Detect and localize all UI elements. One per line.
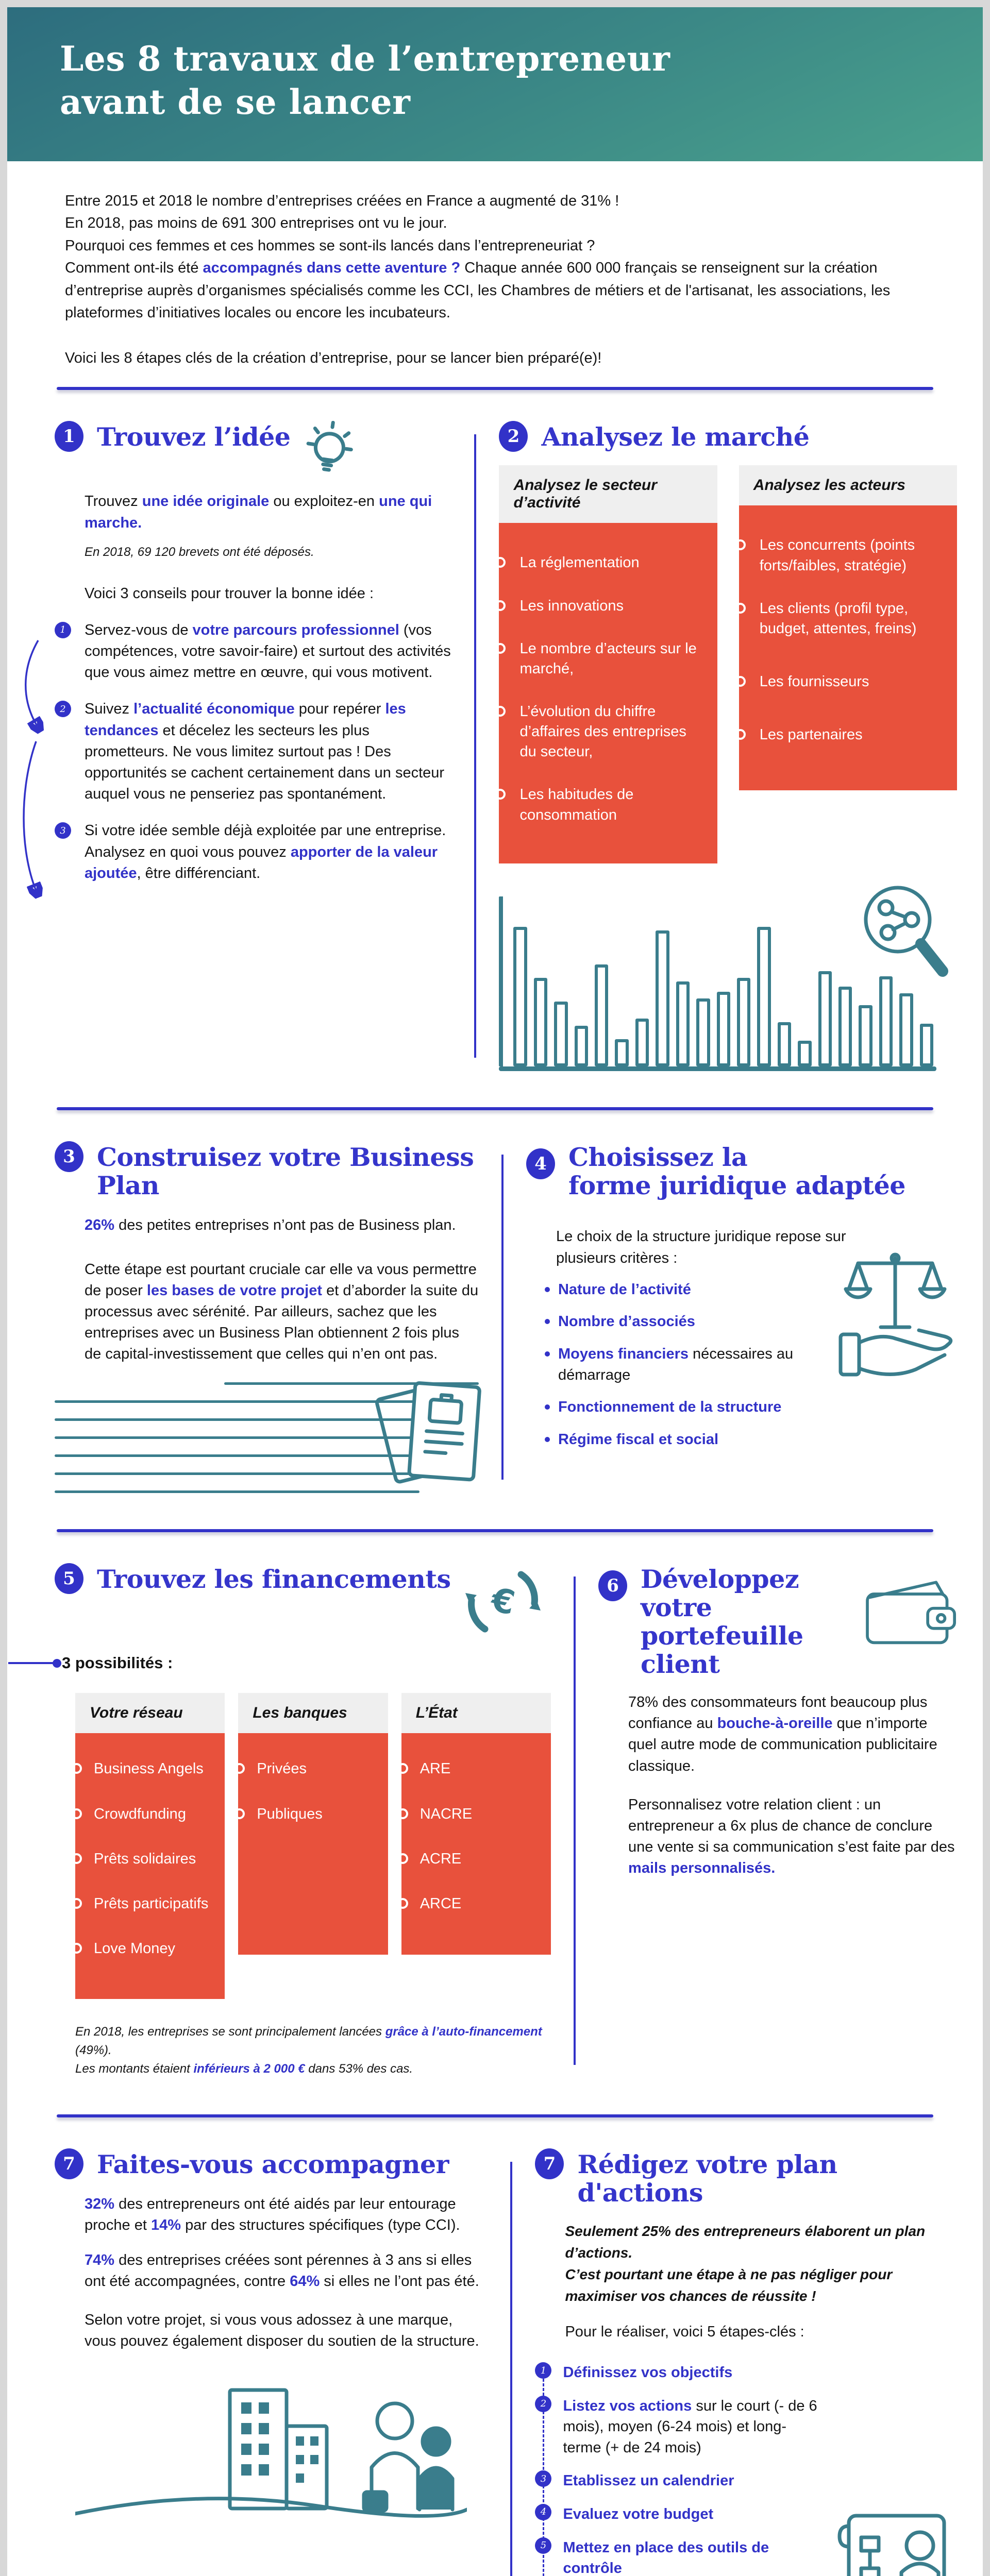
section8-title: Rédigez votre plan d'actions <box>577 2149 837 2208</box>
crit3-rest: nécessaires au démarrage <box>558 1345 794 1383</box>
header-banner <box>7 7 983 161</box>
section5-note <box>75 2023 551 2078</box>
s7-p1-b: par des structures spécifiques (type CCI). <box>181 2217 460 2234</box>
criteria-item <box>544 1397 854 1418</box>
s7-p2-hl1: 74% <box>85 2251 115 2268</box>
intro-line4-highlight: accompagnés dans cette aventure ? <box>203 260 461 277</box>
list-item: Les innovations <box>519 596 702 616</box>
table-header: Les banques <box>238 1693 388 1733</box>
section6-title <box>641 1565 844 1679</box>
section8-header <box>535 2148 957 2207</box>
s7-p1-a: des entrepreneurs ont été aidés par leur entourage proche et <box>85 2196 456 2234</box>
step-item <box>535 2470 823 2492</box>
list-item: Les habitudes de consommation <box>519 785 702 825</box>
section7-badge: 7 <box>55 2148 83 2179</box>
wallet-icon <box>861 1563 957 1661</box>
criteria-list <box>544 1279 854 1450</box>
table-item: Privées <box>257 1759 377 1779</box>
intro-line4-rest: Chaque année 600 000 français se renseignent sur la création d’entreprise auprès d’organismes spécialisés comme les CCI, les Chambres de métiers et de l'artisanat, les associations, les plateformes d’initiatives locales ou encore les incubateurs. <box>65 260 891 321</box>
intro-line4-text: Comment ont-ils été <box>65 260 203 277</box>
table-body <box>401 1733 551 1955</box>
tip2-c: et décelez les secteurs les plus prometteurs. Ne vous limitez surtout pas ! Des opportunités se cachent certainement dans un secteur auquel vous ne penseriez pas spontanément. <box>85 722 445 803</box>
tip1-badge: 1 <box>55 622 71 638</box>
spacer <box>65 325 921 347</box>
tip-item <box>60 620 451 684</box>
section-analyze-market <box>499 421 957 1071</box>
s4-title-line2: forme juridique adaptée <box>568 1170 905 1200</box>
tip2-hl1: l’actualité économique <box>133 701 295 718</box>
section5-lead: 3 possibilités : <box>62 1654 551 1672</box>
s5-note-b: (49%). <box>75 2043 112 2058</box>
s3-p-b: et d’aborder la suite du processus avec sérénité. Par ailleurs, sachez que les entreprises avec un Business Plan obtiennent 2 fois plus de capital-investissement que celles qui n’en ont pas. <box>85 1282 479 1363</box>
step2-rest: sur le court (- de 6 mois), moyen (6-24 mois) et long-terme (+ de 24 mois) <box>563 2397 817 2456</box>
row-4 <box>7 2135 983 2576</box>
tip2-badge: 2 <box>55 701 71 717</box>
financing-table-banks <box>238 1693 388 1999</box>
row-2 <box>7 1128 983 1512</box>
section1-badge: 1 <box>55 421 83 452</box>
chart-bar <box>737 978 750 1066</box>
tip1-hl1: votre parcours professionnel <box>192 621 399 638</box>
market-box-actors <box>739 465 957 863</box>
table-item: Business Angels <box>94 1759 214 1779</box>
s5-note-c: Les montants étaient <box>75 2062 194 2076</box>
chart-baseline <box>499 1066 936 1071</box>
step-item <box>535 2362 823 2383</box>
financing-tables <box>75 1693 551 1999</box>
chart-bar <box>534 978 547 1066</box>
column-separator <box>501 1155 504 1480</box>
table-item: ARCE <box>420 1894 541 1914</box>
page-title-line2: avant de se lancer <box>60 82 411 123</box>
s1-p1-b: ou exploitez-en <box>269 493 379 510</box>
section4-lead: Le choix de la structure juridique repose sur plusieurs critères : <box>556 1228 846 1266</box>
s1-p1-hl2: une qui marche. <box>85 493 432 531</box>
section3-stat <box>85 1215 479 1236</box>
table-item: Publiques <box>257 1804 377 1824</box>
crit3-hl: Moyens financiers <box>558 1345 689 1362</box>
chart-bar <box>818 971 832 1066</box>
tip-item <box>60 820 451 884</box>
s7-p2-b: si elles ne l’ont pas été. <box>320 2273 479 2290</box>
chart-bar <box>635 1019 649 1066</box>
chart-bar <box>899 993 913 1066</box>
chart-bar <box>575 1026 588 1066</box>
s7-p2-a: des entreprises créées sont pérennes à 3 ans si elles ont été accompagnées, contre <box>85 2251 472 2290</box>
section1-title: Trouvez l’idée <box>97 422 291 452</box>
column-separator <box>574 1577 576 2065</box>
market-chart <box>499 896 957 1071</box>
s5-note-d: dans 53% des cas. <box>305 2062 413 2076</box>
market-box-sector-header: Analysez le secteur d’activité <box>499 465 717 523</box>
table-body <box>75 1733 225 1999</box>
step3-hl: Etablissez un calendrier <box>563 2472 734 2489</box>
section2-header <box>499 421 957 452</box>
s5-note-hl2: inférieurs à 2 000 € <box>193 2062 305 2076</box>
tip2-b: pour repérer <box>294 701 385 718</box>
intro-line5: Voici les 8 étapes clés de la création d’entreprise, pour se lancer bien préparé(e)! <box>65 349 602 366</box>
lightbulb-icon <box>304 421 357 478</box>
s5-note-hl1: grâce à l’auto-financement <box>385 2025 542 2039</box>
step2-badge: 2 <box>535 2396 551 2412</box>
chart-bar <box>717 992 730 1066</box>
financing-table-network <box>75 1693 225 1999</box>
s1-p1-hl1: une idée originale <box>142 493 270 510</box>
section7-title: Faites-vous accompagner <box>97 2149 449 2180</box>
chart-bar <box>778 1022 791 1066</box>
s7-p1-hl2: 14% <box>150 2217 181 2234</box>
section6-paragraph2 <box>628 1794 957 1879</box>
market-box-sector-body <box>499 523 717 863</box>
chart-bar <box>595 964 608 1066</box>
section3-title: Construisez votre Business Plan <box>97 1142 474 1200</box>
section4-title <box>568 1143 905 1200</box>
section1-tips <box>55 620 451 884</box>
section-divider <box>57 1107 933 1110</box>
list-item: Les clients (profil type, budget, attentes, freins) <box>760 599 943 639</box>
s6-title-line2: portefeuille client <box>641 1621 803 1680</box>
list-item: Les partenaires <box>760 725 943 745</box>
section4-header <box>526 1141 957 1200</box>
intro-line2: En 2018, pas moins de 691 300 entreprises ont vu le jour. <box>65 215 447 232</box>
step4-hl: Evaluez votre budget <box>563 2506 714 2523</box>
s6-title-line1: Développez votre <box>641 1564 799 1623</box>
chart-bar <box>879 976 893 1066</box>
chart-bar <box>696 998 710 1066</box>
tip2-a: Suivez <box>85 701 134 718</box>
step1-hl: Définissez vos objectifs <box>563 2364 733 2381</box>
tip-item <box>60 699 451 805</box>
table-header: L’État <box>401 1693 551 1733</box>
chart-bar <box>656 930 669 1066</box>
section-find-idea <box>55 421 451 1071</box>
step3-badge: 3 <box>535 2470 551 2487</box>
section1-lead: Voici 3 conseils pour trouver la bonne idée : <box>85 585 374 602</box>
column-separator <box>510 2162 512 2576</box>
euro-cycle-icon <box>464 1563 542 1640</box>
rule-line <box>55 1490 420 1493</box>
section1-header <box>55 421 451 478</box>
s8-intro-l1: Seulement 25% des entrepreneurs élaborent un plan d’actions. <box>565 2223 926 2261</box>
s3-p-hl: les bases de votre projet <box>146 1282 323 1299</box>
control-plan-clipboard-icon <box>828 2505 957 2576</box>
section-divider <box>57 1529 933 1532</box>
row-1 <box>7 408 983 1089</box>
magnifier-network-icon <box>854 876 962 989</box>
section-divider <box>57 387 933 390</box>
s5-note-a: En 2018, les entreprises se sont principalement lancées <box>75 2025 385 2039</box>
chart-bar <box>513 927 527 1066</box>
tip3-badge: 3 <box>55 822 71 839</box>
s6-p2-a: Personnalisez votre relation client : un entrepreneur a 6x plus de chance de conclure une vente si sa communication s’est faite par des <box>628 1796 955 1856</box>
intro-section <box>7 161 983 370</box>
step5-badge: 5 <box>535 2537 551 2554</box>
tip-arrows <box>29 633 52 922</box>
table-item: Prêts solidaires <box>94 1849 214 1869</box>
financing-table-state <box>401 1693 551 1999</box>
section-financing <box>55 1563 551 2078</box>
table-item: Love Money <box>94 1939 214 1959</box>
section2-title: Analysez le marché <box>541 422 810 452</box>
market-box-actors-header: Analysez les acteurs <box>739 465 957 505</box>
table-item: Crowdfunding <box>94 1804 214 1824</box>
section-action-plan <box>535 2148 957 2576</box>
s3-stat-rest: des petites entreprises n’ont pas de Business plan. <box>114 1217 456 1234</box>
step-item <box>535 2537 823 2576</box>
page-title <box>60 37 952 124</box>
s6-p1-a: 78% des consommateurs font beaucoup plus confiance au <box>628 1693 928 1732</box>
intro-line4 <box>65 257 921 325</box>
tip3-a: Si votre idée semble déjà exploitée par une entreprise. Analysez en quoi vous pouvez <box>85 822 446 860</box>
chart-bar <box>554 1002 567 1066</box>
s3-p-a: Cette étape est pourtant cruciale car elle va vous permettre de poser <box>85 1261 477 1299</box>
crit4-hl: Fonctionnement de la structure <box>558 1399 782 1416</box>
s3-stat-hl: 26% <box>85 1217 115 1234</box>
infographic-page <box>7 7 983 2576</box>
market-boxes <box>499 465 957 863</box>
section-legal-form <box>526 1141 957 1494</box>
section5-badge: 5 <box>55 1563 83 1594</box>
section8-badge: 7 <box>535 2148 564 2179</box>
section8-lead: Pour le réaliser, voici 5 étapes-clés : <box>565 2323 804 2340</box>
section-divider <box>57 2114 933 2117</box>
list-item: Les fournisseurs <box>760 672 943 692</box>
s7-p1-hl1: 32% <box>85 2196 115 2213</box>
market-box-sector <box>499 465 717 863</box>
section7-stat1 <box>85 2194 488 2236</box>
tip3-hl1: apporter de la valeur ajoutée <box>85 843 438 882</box>
section7-stat2 <box>85 2250 488 2292</box>
criteria-item <box>544 1429 854 1450</box>
step5-hl: Mettez en place des outils de contrôle <box>563 2539 769 2576</box>
section3-paragraph <box>85 1259 479 1365</box>
list-item: L’évolution du chiffre d’affaires des entreprises du secteur, <box>519 702 702 762</box>
list-item: Le nombre d’acteurs sur le marché, <box>519 639 702 679</box>
s6-p2-hl: mails personnalisés. <box>628 1860 776 1877</box>
section7-paragraph3: Selon votre projet, si vous vous adossez à une marque, vous pouvez également disposer du soutien de la structure. <box>85 2311 479 2350</box>
s8-intro-l2: C’est pourtant une étape à ne pas négliger pour maximiser vos chances de réussite ! <box>565 2266 893 2304</box>
tip2-hl2: les tendances <box>85 701 406 739</box>
buildings-people-illustration <box>75 2359 467 2529</box>
step-item <box>535 2504 823 2525</box>
step-item <box>535 2396 823 2459</box>
s6-p1-b: que n’importe quel autre mode de communication publicitaire classique. <box>628 1715 937 1774</box>
criteria-item <box>544 1344 854 1385</box>
section6-paragraph1 <box>628 1692 957 1777</box>
section3-header <box>55 1141 479 1200</box>
chart-bar <box>757 927 770 1066</box>
section3-decorative-rules <box>55 1382 479 1493</box>
page-title-line1: Les 8 travaux de l’entrepreneur <box>60 39 670 79</box>
svg-text:€: € <box>488 1581 518 1623</box>
tip3-b: , être différenciant. <box>137 865 261 882</box>
section-client-portfolio <box>598 1563 957 2078</box>
table-item: Prêts participatifs <box>94 1894 214 1914</box>
section-get-support <box>55 2148 488 2576</box>
row-3 <box>7 1550 983 2097</box>
section4-badge: 4 <box>526 1148 555 1179</box>
section-business-plan <box>55 1141 479 1494</box>
step1-badge: 1 <box>535 2362 551 2379</box>
step4-badge: 4 <box>535 2504 551 2520</box>
section5-header <box>55 1563 551 1640</box>
market-box-actors-body <box>739 505 957 790</box>
crit1-hl: Nature de l’activité <box>558 1281 691 1298</box>
chart-bar <box>838 987 852 1066</box>
section6-badge: 6 <box>598 1570 627 1601</box>
chart-bar <box>615 1039 628 1066</box>
table-item: ACRE <box>420 1849 541 1869</box>
section1-paragraph <box>85 491 451 533</box>
criteria-item <box>544 1279 854 1300</box>
tip1-a: Servez-vous de <box>85 621 193 638</box>
tip1-b: (vos compétences, votre savoir-faire) et surtout des activités que vous aimez mettre en œuvre, qui vous motivent. <box>85 621 451 681</box>
criteria-item <box>544 1311 854 1332</box>
intro-line1: Entre 2015 et 2018 le nombre d’entreprises créées en France a augmenté de 31% ! <box>65 192 619 209</box>
s6-p1-hl: bouche-à-oreille <box>717 1715 833 1732</box>
chart-bar <box>920 1024 933 1066</box>
crit5-hl: Régime fiscal et social <box>558 1431 719 1448</box>
section7-header <box>55 2148 488 2179</box>
action-steps <box>535 2362 823 2576</box>
section2-badge: 2 <box>499 421 528 452</box>
step2-hl: Listez vos actions <box>563 2397 692 2414</box>
column-separator <box>474 434 476 1057</box>
chart-bar <box>859 1005 872 1066</box>
s1-p1-a: Trouvez <box>85 493 142 510</box>
s7-p2-hl2: 64% <box>290 2273 320 2290</box>
table-body <box>238 1733 388 1955</box>
business-plan-documents-icon <box>365 1364 494 1503</box>
section1-note: En 2018, 69 120 brevets ont été déposés. <box>85 545 314 559</box>
section8-intro <box>565 2221 957 2307</box>
list-item: La réglementation <box>519 553 702 573</box>
section3-badge: 3 <box>55 1141 83 1172</box>
intro-line3: Pourquoi ces femmes et ces hommes se sont-ils lancés dans l’entrepreneuriat ? <box>65 237 595 254</box>
section5-title: Trouvez les financements <box>97 1564 451 1595</box>
s4-title-line1: Choisissez la <box>568 1142 748 1172</box>
table-item: ARE <box>420 1759 541 1779</box>
crit2-hl: Nombre d’associés <box>558 1313 695 1330</box>
chart-bar <box>798 1041 811 1066</box>
list-item: Les concurrents (points forts/faibles, stratégie) <box>760 535 943 575</box>
table-item: NACRE <box>420 1804 541 1824</box>
section6-header <box>598 1563 957 1679</box>
chart-bar <box>676 981 690 1066</box>
table-header: Votre réseau <box>75 1693 225 1733</box>
